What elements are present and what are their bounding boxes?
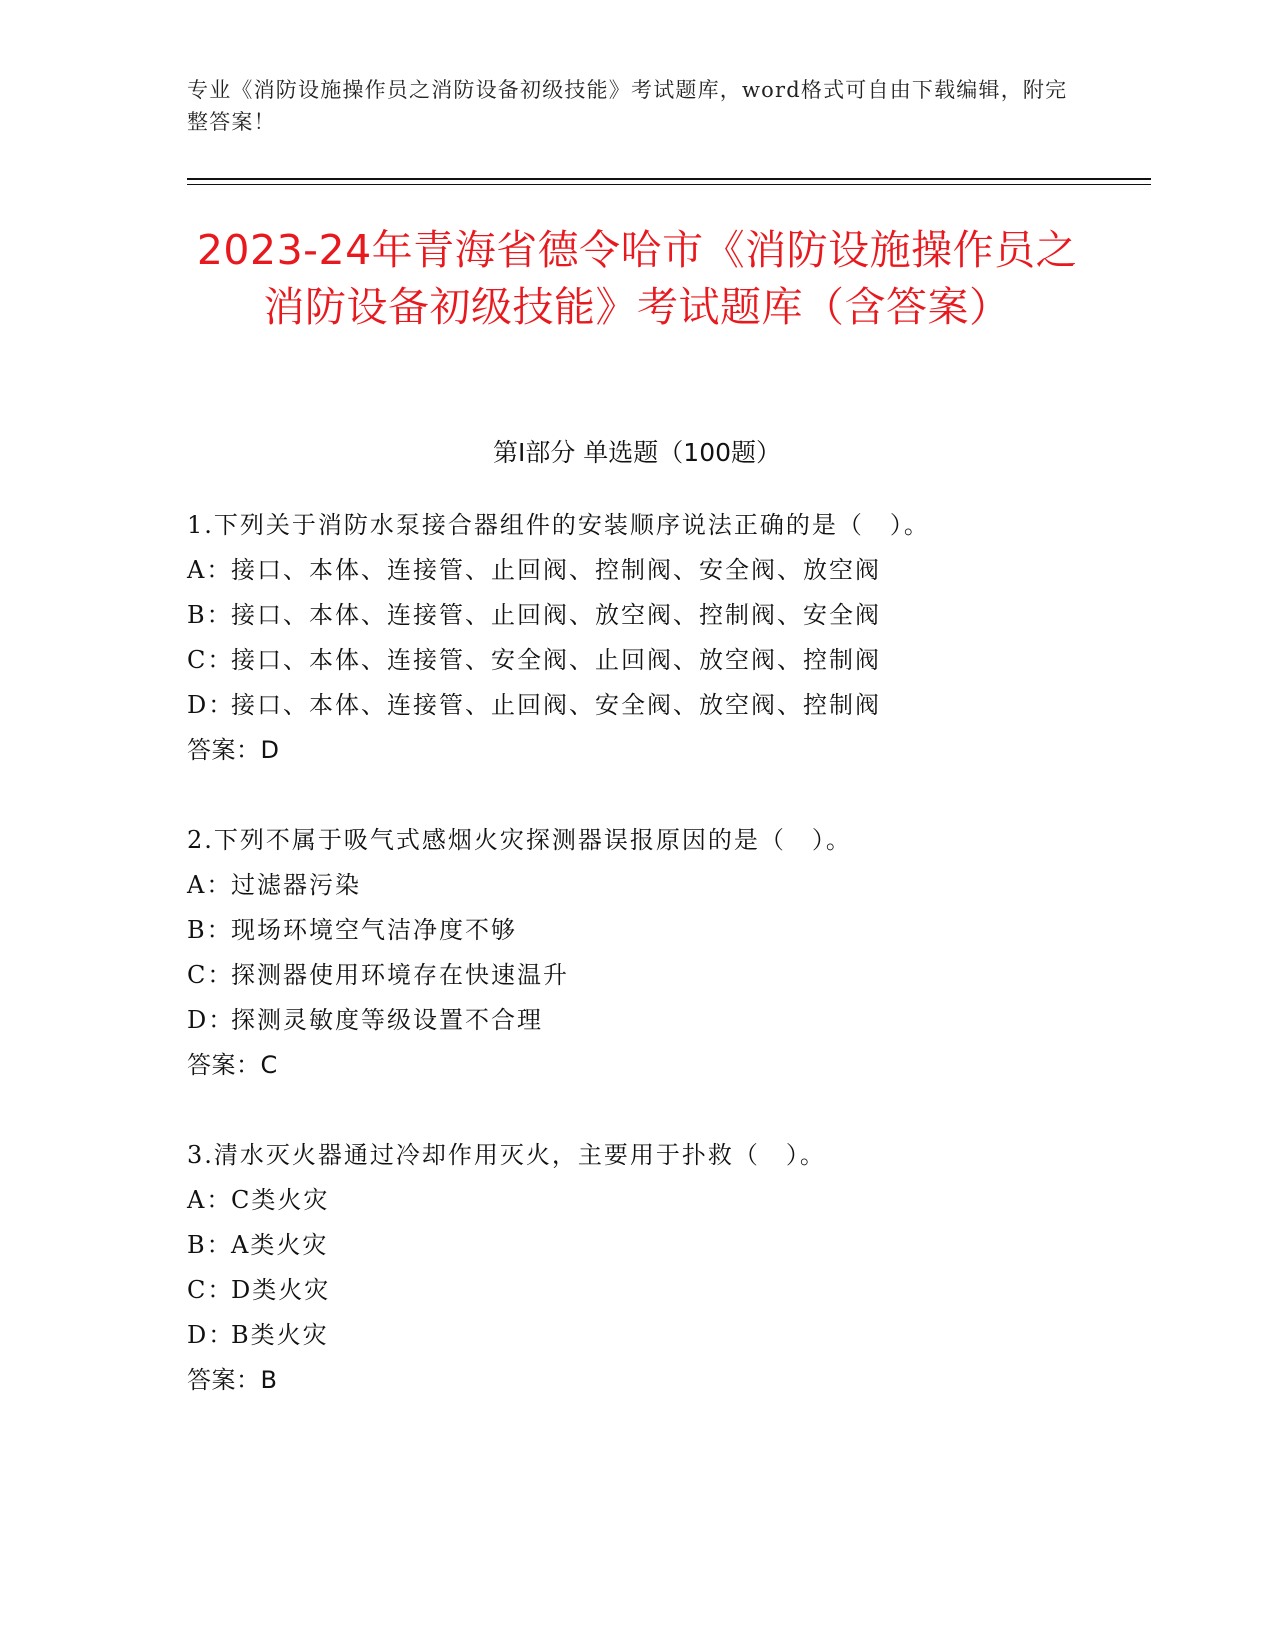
header-note: 专业《消防设施操作员之消防设备初级技能》考试题库，word格式可自由下载编辑，附完整答案！	[187, 78, 1068, 134]
option-text: D类火灾	[231, 1276, 331, 1304]
option-label: D：	[187, 1321, 235, 1349]
header-divider-thick	[187, 178, 1151, 180]
option-c	[187, 638, 1147, 683]
document-title: 2023-24年青海省德令哈市《消防设施操作员之消防设备初级技能》考试题库（含答案）	[196, 226, 1078, 331]
option-a	[187, 863, 1147, 908]
option-d	[187, 998, 1147, 1043]
option-label: B：	[187, 916, 233, 944]
option-c	[187, 1268, 1147, 1313]
section-title: 第Ⅰ部分 单选题（100题）	[492, 438, 782, 467]
option-a	[187, 1178, 1147, 1223]
question-stem: 2.下列不属于吸气式感烟火灾探测器误报原因的是（ ）。	[187, 826, 852, 854]
option-text: 接口、本体、连接管、止回阀、放空阀、控制阀、安全阀	[231, 601, 881, 629]
option-label: D：	[187, 1006, 235, 1034]
option-label: A：	[187, 871, 233, 899]
option-b	[187, 1223, 1147, 1268]
option-label: A：	[187, 1186, 233, 1214]
option-text: 过滤器污染	[231, 871, 361, 899]
option-text: B类火灾	[231, 1321, 329, 1349]
answer: 答案：C	[187, 1051, 278, 1079]
option-text: 探测灵敏度等级设置不合理	[231, 1006, 543, 1034]
option-text: 接口、本体、连接管、止回阀、控制阀、安全阀、放空阀	[231, 556, 881, 584]
option-label: B：	[187, 601, 233, 629]
option-label: D：	[187, 691, 235, 719]
option-text: C类火灾	[231, 1186, 330, 1214]
option-text: 现场环境空气洁净度不够	[231, 916, 517, 944]
option-text: 探测器使用环境存在快速温升	[231, 961, 569, 989]
option-text: 接口、本体、连接管、止回阀、安全阀、放空阀、控制阀	[231, 691, 881, 719]
option-label: C：	[187, 646, 234, 674]
option-text: 接口、本体、连接管、安全阀、止回阀、放空阀、控制阀	[231, 646, 881, 674]
answer: 答案：D	[187, 736, 280, 764]
option-b	[187, 593, 1147, 638]
answer: 答案：B	[187, 1366, 278, 1394]
header-divider-thin	[187, 184, 1151, 185]
question-stem: 3.清水灭火器通过冷却作用灭火，主要用于扑救（ ）。	[187, 1141, 826, 1169]
option-c	[187, 953, 1147, 998]
option-d	[187, 1313, 1147, 1358]
option-a	[187, 548, 1147, 593]
option-b	[187, 908, 1147, 953]
option-label: C：	[187, 961, 234, 989]
question-3	[187, 1133, 1147, 1403]
question-1	[187, 503, 1147, 773]
option-label: B：	[187, 1231, 233, 1259]
option-d	[187, 683, 1147, 728]
option-label: C：	[187, 1276, 234, 1304]
option-text: A类火灾	[231, 1231, 329, 1259]
question-2	[187, 818, 1147, 1088]
question-stem: 1.下列关于消防水泵接合器组件的安装顺序说法正确的是（ ）。	[187, 511, 930, 539]
option-label: A：	[187, 556, 233, 584]
